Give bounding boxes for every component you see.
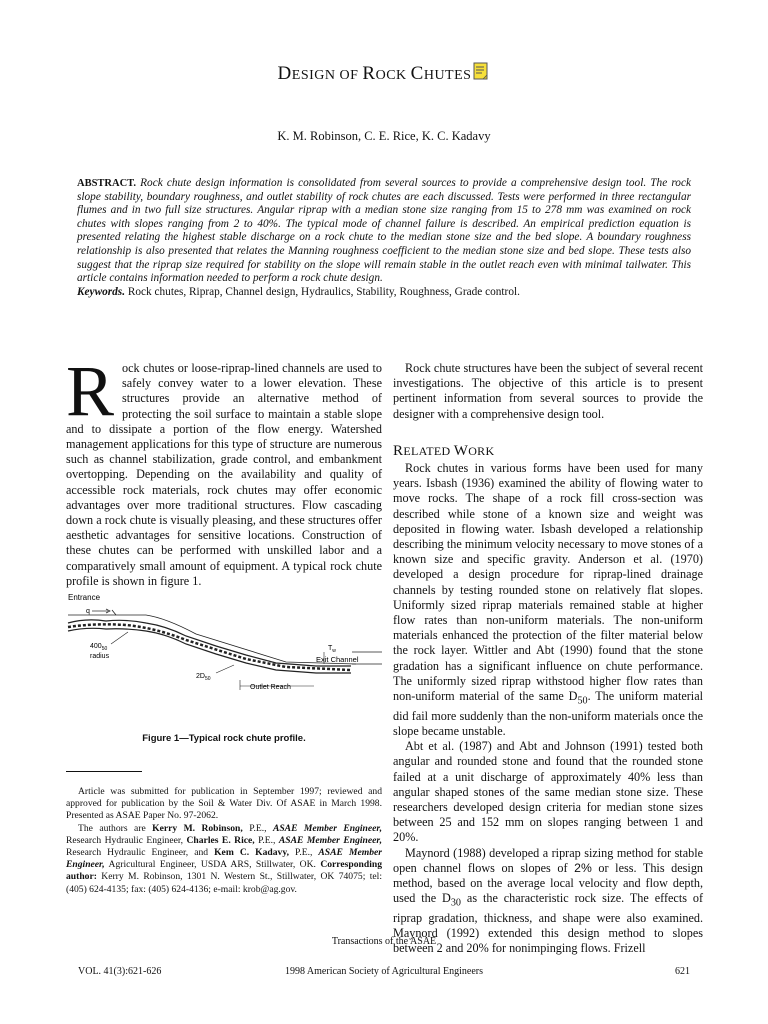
abstract-label: ABSTRACT. [77, 178, 137, 189]
title-part: HUTES [423, 68, 472, 83]
drop-cap: R [66, 351, 115, 431]
related-work-paragraph: Maynord (1988) developed a riprap sizing method for stable open channel flows on slopes of 2% or less. This design method, based on the average local velocity and flow depth, used the $D_{30}$ as the characteristic rock size. The effects of riprap gradation, thickness, and shape were also examined. Maynord (1992) extended this design method to slopes between 2 and 20% for nonimpinging flows. Frizell [393, 845, 704, 956]
footnote-submission: Article was submitted for publication in September 1997; reviewed and approved for publication by the Soil & Water Div. Of ASAE in March 1998. Presented as ASAE Paper No. 97-2062. [66, 786, 382, 822]
keywords-text: Rock chutes, Riprap, Channel design, Hydraulics, Stability, Roughness, Grade control. [127, 285, 520, 298]
abstract-text: Rock chute design information is consolidated from several sources to provide a comprehensive design tool. The rock slope stability, boundary roughness, and outlet stability of rock chutes are each discussed. Tests were performed in three rectangular flumes and in two full size structures. Angular riprap with a median stone size ranging from 15 to 278 mm was examined on rock chutes with slopes ranging from 2 to 40%. The typical mode of channel failure is described. An empirical prediction equation is presented relating the highest stable discharge on a rock chute to the median stone size and the bed slope. A boundary roughness relationship is also presented that relates the Manning roughness coefficient to the median stone size and bed slope. These tests also suggest that the riprap size required for stability on the slope will remain stable in the outlet reach even with minimal tailwater. This article contains information needed to perform a rock chute design. [77, 177, 691, 285]
related-work-paragraph: Rock chutes in various forms have been used for many years. Isbash (1936) examined the ability of flowing water to move rocks. The shape of a rock fill cross-section was described while stone of a known size and weight was deposited in flowing water. Isbash developed a relationship describing the minimum velocity necessary to move stones of a known size and specific gravity. Anderson et al. (1970) developed a design procedure for riprap-lined drainage channels by testing rounded stone on relatively flat slopes. Uniformly sized riprap materials remained stable at higher flow rates than non-uniform materials. The non-uniform materials enhanced the protection of the filter material below the rock layer. Wittler and Abt (1990) found that the stone gradation has a significant influence on chute performance. The uniformly sized riprap withstood higher flow rates than non-uniform material of the same $D_{50}$. The uniform material did fail more suddenly than the non-uniform materials once the slope became unstable. [393, 461, 703, 738]
journal-name: Transactions of the ASAE [331, 936, 437, 947]
label-q: q [86, 608, 90, 615]
title-part: D [277, 63, 292, 84]
title-part: R [362, 63, 376, 84]
sticky-note-icon[interactable] [472, 62, 490, 88]
title-part: ESIGN OF [291, 68, 363, 83]
left-column [66, 351, 382, 589]
volume-info: VOL. 41(3):621-626 [78, 966, 162, 977]
objective-paragraph: Rock chute structures have been the subject of several recent investigations. The objective of this article is to present pertinent information from several sources to provide the designer with a comprehensive design tool. [393, 361, 703, 421]
abstract [77, 177, 691, 299]
label-exit-channel: Exit Channel [316, 655, 359, 664]
label-radius: $400_{50}$ [90, 643, 108, 652]
intro-text: ock chutes or loose-riprap-lined channels are used to safely convey water to a lower elevation. These structures provide an alternative method of protecting the soil surface to maintain a stable slope and to dissipate a portion of the flow energy. Watershed management applications for this type of structure are numerous such as channel stabilization, grade control, and embankment overtopping. Depending on the availability and quality of accessible rock materials, rock chutes may offer economic advantages over more traditional structures. Flow cascading down a rock chute is visually pleasing, and these structures offer aesthetic advantages for sensitive locations. Construction of these chutes can be performed with unskilled labor and a comparatively small amount of equipment. A typical rock chute profile is shown in figure 1. [66, 361, 382, 588]
label-entrance: Entrance [68, 593, 101, 602]
footnote-rule [66, 771, 142, 772]
figure-caption: Figure 1—Typical rock chute profile. [142, 733, 306, 744]
footnote [66, 786, 382, 896]
label-outlet-reach: Outlet Reach [250, 684, 291, 691]
riprap-stones [68, 620, 351, 673]
article-title [0, 62, 768, 88]
right-column [393, 361, 703, 956]
figure-rock-chute-profile [66, 590, 382, 700]
label-tw: $T_w$ [328, 645, 336, 654]
section-heading-related-work: RELATED WORK [393, 442, 495, 459]
copyright: 1998 American Society of Agricultural Engineers [284, 966, 483, 977]
footnote-authors: The authors are Kerry M. Robinson, P.E., ASAE Member Engineer, Research Hydraulic Engineer, Charles E. Rice, P.E., ASAE Member Engineer, Research Hydraulic Engineer, and Kem C. Kadavy, P.E., ASAE Member Engineer, Agricultural Engineer, USDA ARS, Stillwater, OK. Corresponding author: Kerry M. Robinson, 1301 N. Western St., Stillwater, OK 74075; tel: (405) 624-4135; fax: (405) 624-4136; e-mail: krob@ag.gov. [66, 822, 382, 895]
page-number: 621 [675, 966, 690, 977]
label-d50: $2D_{50}$ [196, 673, 211, 682]
related-work-paragraph: Abt et al. (1987) and Abt and Johnson (1991) tested both angular and rounded stone and found that the rounded stone failed at a unit discharge of approximately 40% less than angular shaped stones of the same median stone size. These researchers developed design criteria for median stone sizes between 25 and 152 mm on slopes ranging between 1 and 20%. [393, 739, 703, 845]
author-list: K. M. Robinson, C. E. Rice, K. C. Kadavy [277, 129, 491, 143]
keywords [77, 286, 691, 300]
title-part: C [410, 63, 424, 84]
keywords-label: Keywords. [77, 285, 126, 298]
intro-paragraph [66, 351, 382, 589]
label-radius-word: radius [90, 653, 110, 660]
title-part: OCK [375, 68, 411, 83]
